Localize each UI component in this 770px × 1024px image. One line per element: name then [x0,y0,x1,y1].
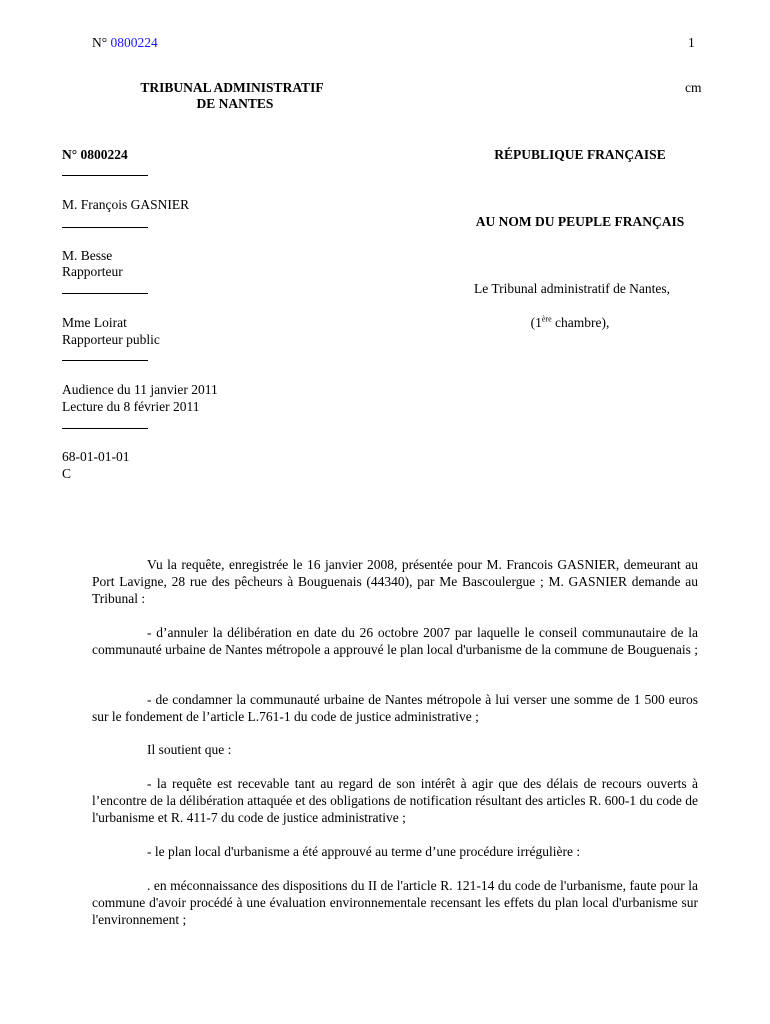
case-number-link[interactable]: 0800224 [110,35,158,50]
rapporteur-role: Rapporteur [62,264,123,279]
paragraph-admissible: - la requête est recevable tant au regard de son intérêt à agir que des délais de recours ouverts à l’encontre de la délibération attaquée et des obligations de notification résultant des articles R. 600-1 du code de l'urbanisme et R. 411-7 du code de justice administrative ; [92,776,698,825]
reading-date: Lecture du 8 février 2011 [62,399,200,414]
separator-line [62,227,148,228]
classification-code: 68-01-01-01 [62,449,130,464]
page-header-case-number [92,34,158,51]
in-the-name-heading: AU NOM DU PEUPLE FRANÇAIS [475,214,685,229]
hearing-date: Audience du 11 janvier 2011 [62,382,218,397]
separator-line [62,175,148,176]
court-name-line2: DE NANTES [196,96,274,111]
chamber-superscript: ère [541,314,552,324]
chamber-close: chambre), [551,315,610,330]
plaintiff-name: M. François GASNIER [62,197,190,212]
page-number: 1 [688,35,695,50]
separator-line [62,360,148,361]
chamber-line [440,314,700,331]
paragraph-argues: Il soutient que : [147,742,232,757]
court-name-line1: TRIBUNAL ADMINISTRATIF [140,80,324,95]
chamber-open: (1 [530,315,542,330]
rapporteur-name: M. Besse [62,248,113,263]
clerk-code: cm [685,80,702,95]
public-rapporteur-name: Mme Loirat [62,315,127,330]
public-rapporteur-role: Rapporteur public [62,332,160,347]
paragraph-condemn: - de condamner la communauté urbaine de Nantes métropole à lui verser une somme de 1 500 euros sur le fondement de l’article L.761-1 du code de justice administrative ; [92,692,698,724]
republic-heading: RÉPUBLIQUE FRANÇAISE [494,147,666,162]
tribunal-line: Le Tribunal administratif de Nantes, [473,281,671,296]
separator-line [62,428,148,429]
case-number-prefix: N° [92,35,108,50]
case-number: N° 0800224 [62,147,128,162]
paragraph-environmental-assessment: . en méconnaissance des dispositions du II de l'article R. 121-14 du code de l'urbanisme, faute pour la commune d'avoir procédé à une évaluation environnementale recensant les effets du plan local d'urbanisme sur l'environnement ; [92,878,698,927]
paragraph-request: Vu la requête, enregistrée le 16 janvier 2008, présentée pour M. Francois GASNIER, demeurant au Port Lavigne, 28 rue des pêcheurs à Bouguenais (44340), par Me Bascoulergue ; M. GASNIER demande au Tribunal : [92,557,698,606]
classification-letter: C [62,466,72,481]
separator-line [62,293,148,294]
paragraph-annul: - d’annuler la délibération en date du 26 octobre 2007 par laquelle le conseil communautaire de la communauté urbaine de Nantes métropole a approuvé le plan local d'urbanisme de la commune de Bouguenais ; [92,625,698,657]
paragraph-irregular-procedure: - le plan local d'urbanisme a été approuvé au terme d’une procédure irrégulière : [147,844,581,859]
